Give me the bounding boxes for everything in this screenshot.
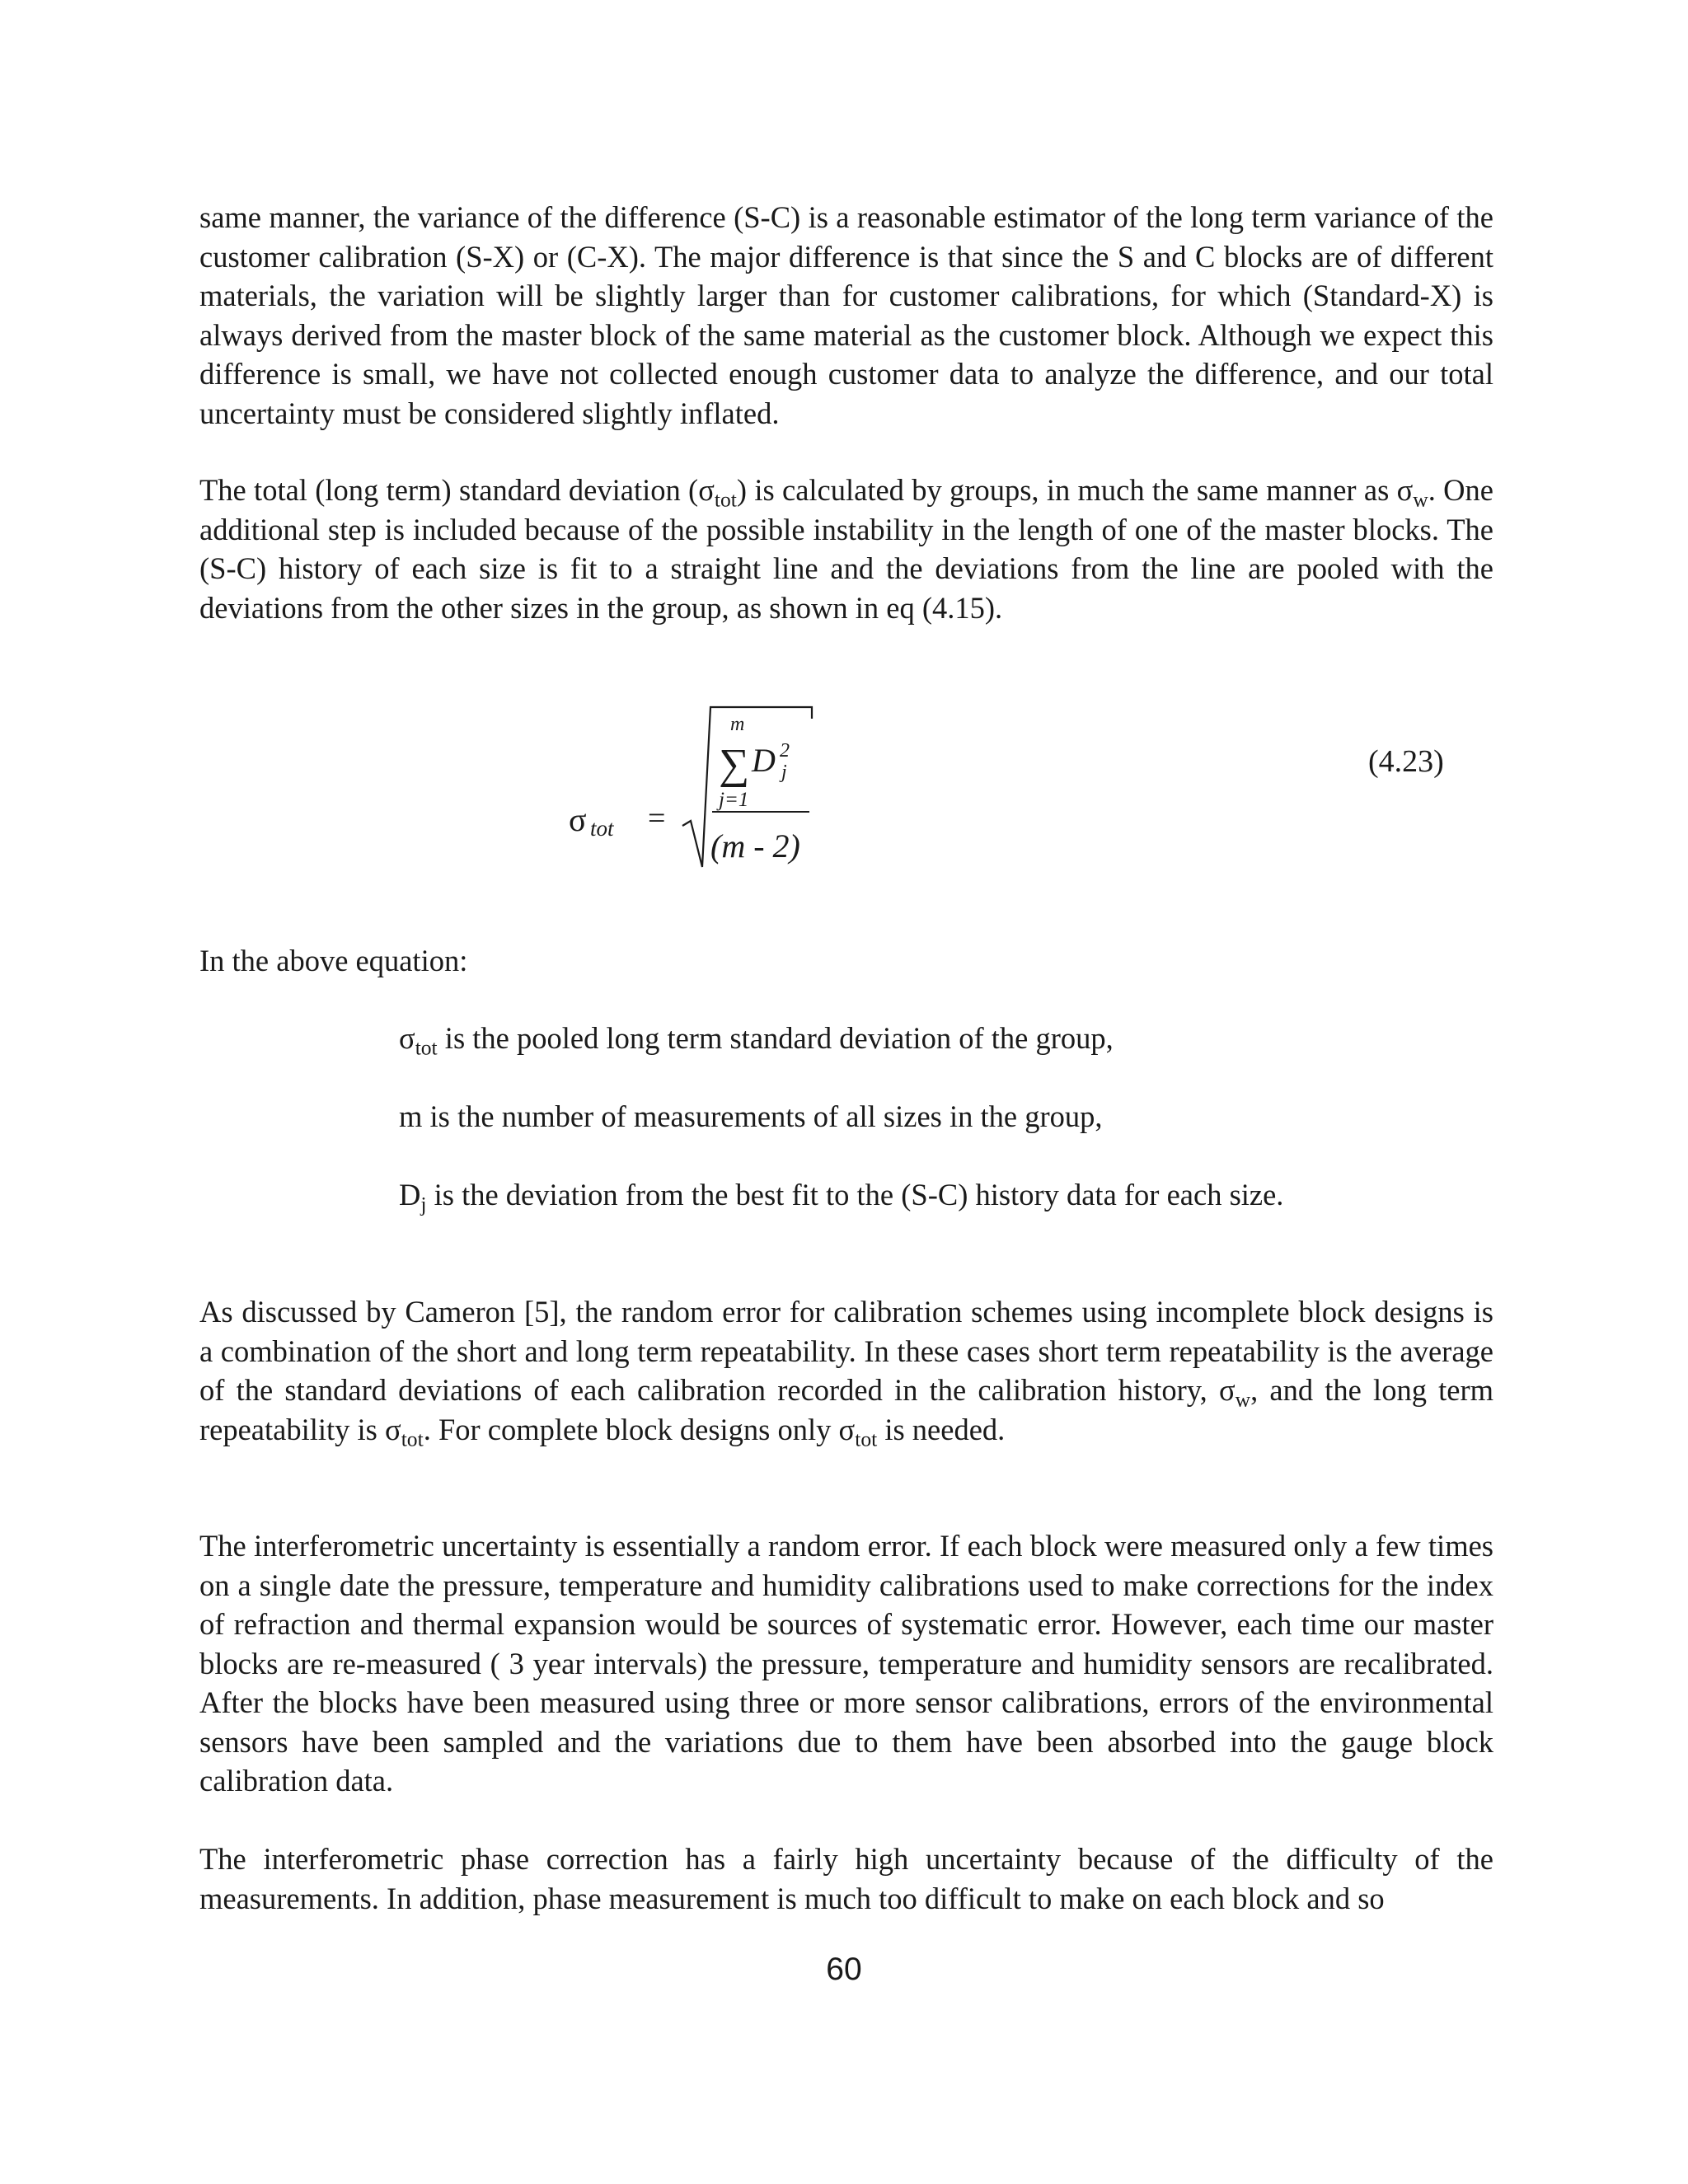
paragraph-variance-estimator: same manner, the variance of the difference (S-C) is a reasonable estimator of the long term variance of the customer calibration (S-X) or (C-X). The major difference is that since the S and C blocks are of different materials, the variation will be slightly larger than for customer calibrations, for which (Standard-X) is always derived from the master block of the same material as the customer block. Although we expect this difference is small, we have not collected enough customer data to analyze the difference, and our total uncertainty must be considered slightly inflated. xyxy=(199,200,1493,430)
sigma-symbol: σ xyxy=(838,1412,856,1446)
paragraph-interferometric-uncertainty: The interferometric uncertainty is essentially a random error. If each block were measured only a few times on a single date the pressure, temperature and humidity calibrations used to make corrections for the index of refraction and thermal expansion would be sources of systematic error. However, each time our master blocks are re-measured ( 3 year intervals) the pressure, temperature and humidity sensors are recalibrated. After the blocks have been measured using three or more sensor calibrations, errors of the environmental sensors have been sampled and the variations due to them have been absorbed into the gauge block calibration data. xyxy=(199,1529,1493,1797)
paragraph-phase-correction: The interferometric phase correction has a fairly high uncertainty because of the difficulty of the measurements. In addition, phase measurement is much too difficult to make on each block and so xyxy=(199,1842,1493,1915)
sum-variable: D xyxy=(752,742,776,779)
definition-m xyxy=(399,1097,1103,1136)
sigma-subscript: tot xyxy=(401,1427,424,1451)
def-symbol: σ xyxy=(399,1021,415,1055)
sigma-subscript: tot xyxy=(855,1427,878,1451)
def-subscript: tot xyxy=(415,1035,438,1060)
sigma-subscript: w xyxy=(1235,1387,1251,1412)
definition-sigma-tot xyxy=(399,1019,1114,1060)
sigma-subscript: w xyxy=(1413,487,1428,512)
p4-text-d: is needed. xyxy=(877,1412,1006,1446)
def-symbol: D xyxy=(399,1178,421,1212)
sigma-symbol: σ xyxy=(1396,473,1414,507)
p4-text-a: As discussed by Cameron [5], the random error for calibration schemes using incomplete block designs is a combination of the short and long term repeatability. In these cases short term repeatability is the average of the standard deviations of each calibration recorded in the calibration history, xyxy=(199,1295,1493,1407)
sum-subscript: j xyxy=(781,762,787,783)
def-text: is the pooled long term standard deviation of the group, xyxy=(437,1021,1114,1055)
p2-text-c: . One additional step is included because of the possible instability in the length of one of the master blocks. The (S-C) history of each size is fit to a straight line and the deviations from the line are pooled with the deviations from the other sizes in the group, as shown in eq (4.15). xyxy=(199,473,1493,625)
def-text: m is the number of measurements of all sizes in the group, xyxy=(399,1099,1103,1133)
equation-number: (4.23) xyxy=(1368,744,1444,779)
summation-icon: ∑ xyxy=(719,741,750,788)
sigma-symbol: σ xyxy=(1218,1373,1236,1407)
sigma-subscript: tot xyxy=(714,487,737,512)
p4-text-c: . For complete block designs only xyxy=(423,1412,839,1446)
sum-upper-limit: m xyxy=(730,714,745,735)
def-text: is the deviation from the best fit to the (S-C) history data for each size. xyxy=(426,1178,1284,1212)
sum-lower-limit: j=1 xyxy=(719,789,749,811)
p2-text-b: ) is calculated by groups, in much the same manner as xyxy=(736,473,1397,507)
paragraph-cameron-discussion xyxy=(199,1292,1493,1449)
definition-dj xyxy=(399,1175,1283,1214)
paragraph-above-equation: In the above equation: xyxy=(199,944,468,977)
sum-superscript: 2 xyxy=(780,740,790,762)
eq-lhs-sigma: σ xyxy=(569,801,587,838)
p2-text-a: The total (long term) standard deviation ( xyxy=(199,473,699,507)
page-number: 60 xyxy=(826,1952,862,1987)
p4-text-b: , and the long term repeatability is xyxy=(199,1373,1494,1446)
sigma-symbol: σ xyxy=(698,473,715,507)
sigma-symbol: σ xyxy=(385,1412,401,1446)
eq-denominator: (m - 2) xyxy=(710,827,800,865)
eq-equals-sign: = xyxy=(648,801,666,836)
eq-lhs-subscript: tot xyxy=(590,816,614,841)
def-subscript: j xyxy=(420,1192,427,1216)
